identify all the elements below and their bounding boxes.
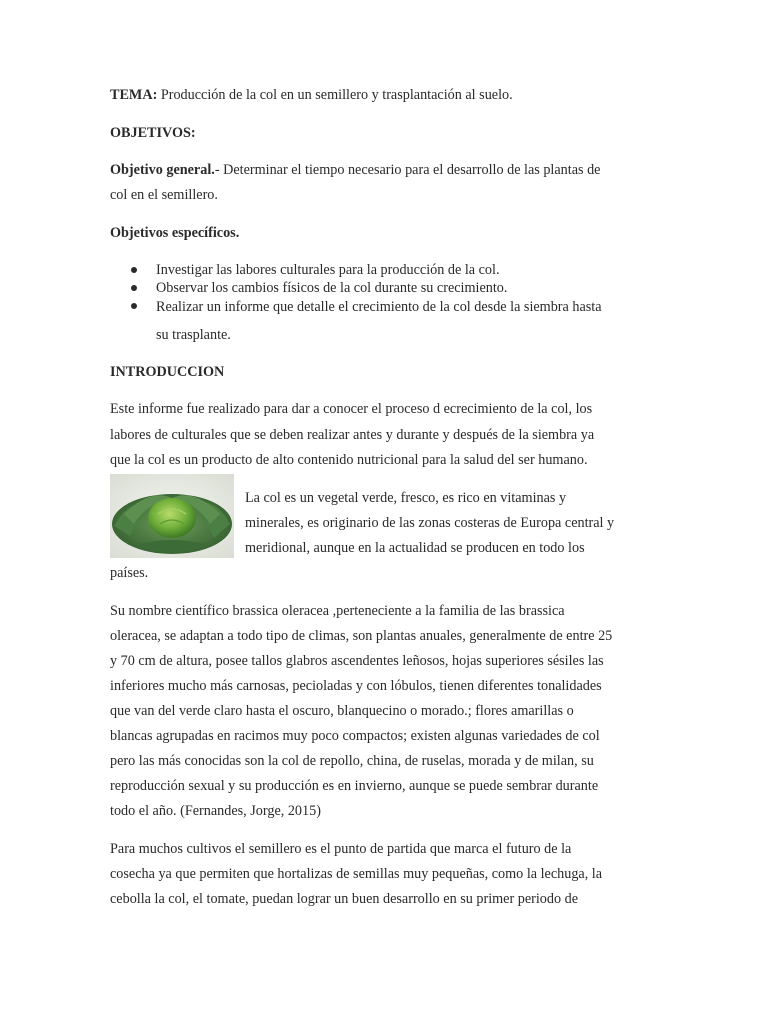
- paragraph2-line: La col es un vegetal verde, fresco, es rico en vitaminas y: [245, 490, 567, 506]
- objetivo-general-label: Objetivo general.: [110, 162, 215, 178]
- paragraph1-line: que la col es un producto de alto contenido nutricional para la salud del ser humano.: [110, 452, 588, 468]
- paragraph1-line: labores de culturales que se deben realizar antes y durante y después de la siembra ya: [110, 427, 595, 443]
- paragraph4-line: cebolla la col, el tomate, puedan lograr un buen desarrollo en su primer periodo de: [110, 891, 579, 907]
- objetivos-heading: OBJETIVOS:: [110, 125, 196, 141]
- paragraph3-line: blancas agrupadas en racimos muy poco compactos; existen algunas variedades de col: [110, 728, 600, 744]
- paragraph3-line: y 70 cm de altura, posee tallos glabros ascendentes leñosos, hojas superiores sésiles las: [110, 653, 604, 669]
- paragraph3-line: inferiores mucho más carnosas, pecioladas y con lóbulos, tienen diferentes tonalidades: [110, 678, 602, 694]
- paragraph1-line: Este informe fue realizado para dar a conocer el proceso d ecrecimiento de la col, los: [110, 401, 593, 417]
- paragraph3-line: todo el año. (Fernandes, Jorge, 2015): [110, 803, 321, 819]
- paragraph4-line: Para muchos cultivos el semillero es el punto de partida que marca el futuro de la: [110, 841, 572, 857]
- tema-line: [110, 86, 513, 104]
- list-item: Realizar un informe que detalle el crecimiento de la col desde la siembra hasta: [156, 299, 602, 315]
- cabbage-photo-icon: [110, 474, 234, 558]
- tema-text: Producción de la col en un semillero y trasplantación al suelo.: [160, 87, 513, 103]
- paragraph2-line: países.: [110, 565, 149, 581]
- paragraph3-line: reproducción sexual y su producción es en invierno, aunque se puede sembrar durante: [110, 778, 599, 794]
- paragraph4-line: cosecha ya que permiten que hortalizas de semillas muy pequeñas, como la lechuga, la: [110, 866, 603, 882]
- list-item-continuation: su trasplante.: [156, 327, 231, 343]
- paragraph2-line: meridional, aunque en la actualidad se producen en todo los: [245, 540, 585, 556]
- paragraph3-line: Su nombre científico brassica oleracea ,perteneciente a la familia de las brassica: [110, 603, 565, 619]
- introduccion-heading: INTRODUCCION: [110, 364, 225, 380]
- paragraph3-line: que van del verde claro hasta el oscuro, blanquecino o morado.; flores amarillas o: [110, 703, 574, 719]
- bullet-icon: [131, 303, 137, 309]
- paragraph3-line: oleracea, se adaptan a todo tipo de climas, son plantas anuales, generalmente de entre 25: [110, 628, 613, 644]
- objetivos-especificos-heading: Objetivos específicos.: [110, 225, 240, 241]
- cabbage-image: [110, 474, 234, 558]
- paragraph3-line: pero las más conocidas son la col de repollo, china, de ruselas, morada y de milan, su: [110, 753, 594, 769]
- tema-label: TEMA:: [110, 87, 158, 103]
- objetivo-general-line1: [110, 161, 600, 179]
- paragraph2-line: minerales, es originario de las zonas costeras de Europa central y: [245, 515, 615, 531]
- objetivo-general-line2: col en el semillero.: [110, 187, 218, 203]
- bullet-icon: [131, 285, 137, 291]
- list-item: Investigar las labores culturales para la producción de la col.: [156, 262, 500, 278]
- bullet-icon: [131, 267, 137, 273]
- objetivo-general-text: - Determinar el tiempo necesario para el desarrollo de las plantas de: [214, 162, 601, 178]
- list-item: Observar los cambios físicos de la col durante su crecimiento.: [156, 280, 508, 296]
